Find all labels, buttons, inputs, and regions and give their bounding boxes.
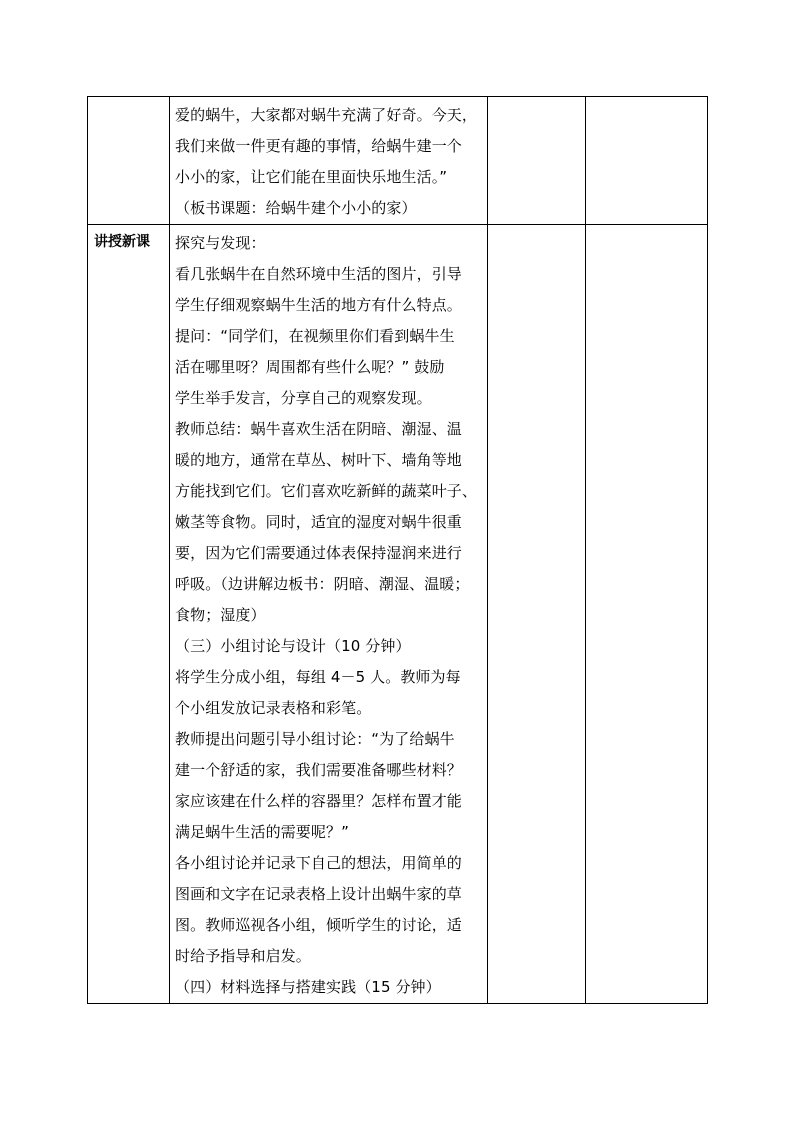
- empty-cell: [488, 225, 586, 1004]
- lesson-plan-table: [87, 96, 708, 1004]
- text-line: 学生仔细观察蜗牛生活的地方有什么特点。: [175, 296, 462, 314]
- content-cell: [170, 225, 488, 1004]
- text-line: 看几张蜗牛在自然环境中生活的图片，引导: [175, 265, 462, 283]
- text-line: 提问：“同学们，在视频里你们看到蜗牛生: [175, 327, 455, 345]
- section-label: 讲授新课: [94, 234, 150, 250]
- text-line: 时给予指导和启发。: [175, 947, 311, 965]
- content-text: [170, 225, 487, 1003]
- table-row: [88, 97, 708, 225]
- text-line: 我们来做一件更有趣的事情，给蜗牛建一个: [175, 137, 462, 155]
- text-line: 教师总结：蜗牛喜欢生活在阴暗、潮湿、温: [175, 420, 462, 438]
- text-line: 嫩茎等食物。同时，适宜的湿度对蜗牛很重: [175, 513, 462, 531]
- text-line: 暖的地方，通常在草丛、树叶下、墙角等地: [175, 451, 462, 469]
- text-line: （三）小组讨论与设计（10 分钟）: [175, 637, 411, 655]
- text-line: 将学生分成小组，每组 4－5 人。教师为每: [175, 668, 461, 686]
- text-line: 活在哪里呀？周围都有些什么呢？” 鼓励: [175, 358, 445, 376]
- section-label-cell: [88, 225, 170, 1004]
- text-line: 满足蜗牛生活的需要呢？”: [175, 823, 349, 841]
- text-line: 要，因为它们需要通过体表保持湿润来进行: [175, 544, 462, 562]
- empty-cell: [488, 97, 586, 225]
- empty-cell: [586, 97, 708, 225]
- text-line: （板书课题：给蜗牛建个小小的家）: [175, 199, 417, 217]
- text-line: 图画和文字在记录表格上设计出蜗牛家的草: [175, 885, 462, 903]
- text-line: 图。教师巡视各小组，倾听学生的讨论，适: [175, 916, 462, 934]
- text-line: 探究与发现：: [175, 234, 266, 252]
- content-cell: [170, 97, 488, 225]
- text-line: 各小组讨论并记录下自己的想法，用简单的: [175, 854, 462, 872]
- text-line: 呼吸。（边讲解边板书：阴暗、潮湿、温暖；: [175, 575, 470, 593]
- text-line: 个小组发放记录表格和彩笔。: [175, 699, 372, 717]
- text-line: 小小的家，让它们能在里面快乐地生活。”: [175, 168, 448, 186]
- text-line: 爱的蜗牛，大家都对蜗牛充满了好奇。今天，: [175, 106, 478, 124]
- section-label-cell: [88, 97, 170, 225]
- text-line: 教师提出问题引导小组讨论：“为了给蜗牛: [175, 730, 455, 748]
- text-line: 学生举手发言，分享自己的观察发现。: [175, 389, 432, 407]
- text-line: （四）材料选择与搭建实践（15 分钟）: [175, 978, 441, 996]
- text-line: 家应该建在什么样的容器里？怎样布置才能: [175, 792, 462, 810]
- content-text: [170, 97, 487, 224]
- text-line: 建一个舒适的家，我们需要准备哪些材料？: [175, 761, 462, 779]
- empty-cell: [586, 225, 708, 1004]
- text-line: 方能找到它们。它们喜欢吃新鲜的蔬菜叶子、: [175, 482, 478, 500]
- text-line: 食物；湿度）: [175, 606, 266, 624]
- table-row: [88, 225, 708, 1004]
